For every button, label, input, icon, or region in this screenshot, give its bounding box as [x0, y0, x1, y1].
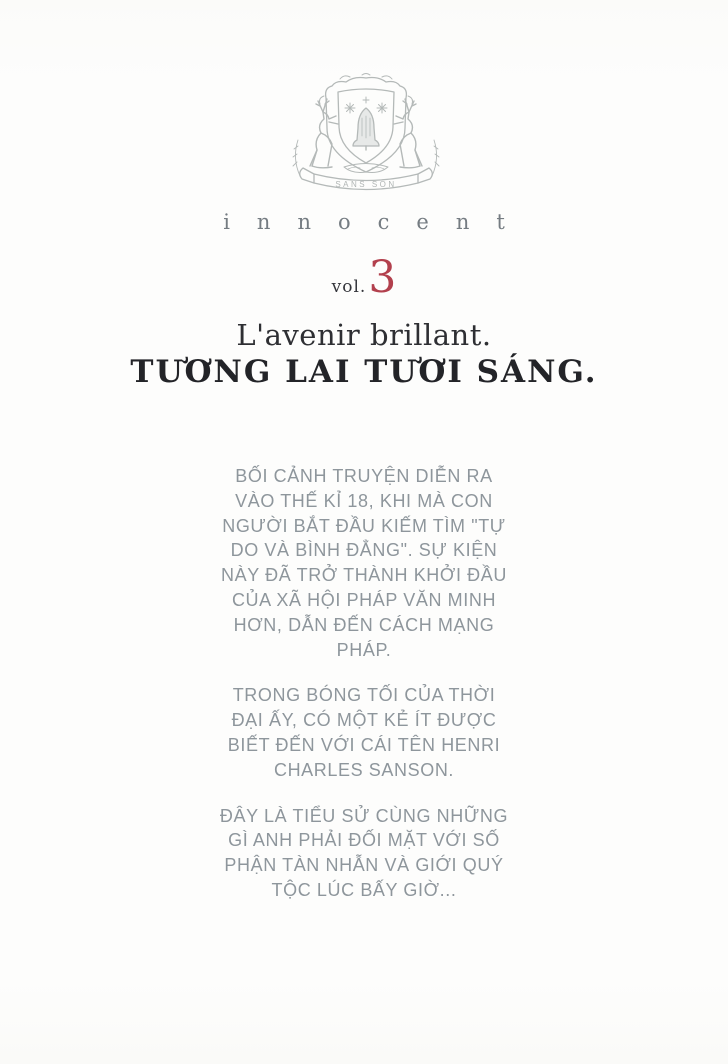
- family-crest-emblem: [284, 70, 448, 202]
- synopsis-line: VÀO THẾ KỈ 18, KHI MÀ CON: [235, 490, 493, 511]
- synopsis-line: GÌ ANH PHẢI ĐỐI MẶT VỚI SỐ: [228, 830, 500, 851]
- chapter-title-vietnamese: TƯƠNG LAI TƯƠI SÁNG.: [130, 354, 598, 390]
- synopsis-paragraph-3: [194, 804, 534, 903]
- synopsis-line: BIẾT ĐẾN VỚI CÁI TÊN HENRI: [227, 734, 501, 755]
- synopsis-paragraph-2: [194, 683, 534, 782]
- synopsis-line: ĐẠI ẤY, CÓ MỘT KẺ ÍT ĐƯỢC: [231, 710, 497, 731]
- synopsis-line: HƠN, DẪN ĐẾN CÁCH MẠNG: [233, 614, 495, 635]
- series-title: innocent: [223, 210, 532, 234]
- crest-motto-text: SANS SON: [335, 180, 397, 189]
- synopsis-line: DO VÀ BÌNH ĐẲNG". SỰ KIỆN: [230, 540, 498, 561]
- synopsis-line: PHÁP.: [336, 639, 392, 660]
- synopsis-line: NGƯỜI BẮT ĐẦU KIẾM TÌM "TỰ: [222, 515, 506, 536]
- synopsis-block: [194, 464, 534, 924]
- volume-number: 3: [368, 252, 397, 303]
- chapter-title-french: L'avenir brillant.: [236, 318, 492, 352]
- synopsis-line: CỦA XÃ HỘI PHÁP VĂN MINH: [231, 589, 497, 610]
- synopsis-paragraph-1: [194, 464, 534, 662]
- volume-prefix: vol.: [331, 277, 367, 297]
- synopsis-line: TỘC LÚC BẤY GIỜ...: [271, 879, 457, 900]
- synopsis-line: CHARLES SANSON.: [273, 759, 455, 780]
- synopsis-line: NÀY ĐÃ TRỞ THÀNH KHỞI ĐẦU: [221, 565, 507, 586]
- synopsis-line: ĐÂY LÀ TIỂU SỬ CÙNG NHỮNG: [219, 805, 509, 826]
- synopsis-line: TRONG BÓNG TỐI CỦA THỜI: [232, 685, 496, 706]
- volume-indicator: [0, 252, 728, 303]
- synopsis-line: BỐI CẢNH TRUYỆN DIỄN RA: [235, 466, 493, 486]
- synopsis-line: PHẬN TÀN NHẪN VÀ GIỚI QUÝ: [224, 855, 504, 876]
